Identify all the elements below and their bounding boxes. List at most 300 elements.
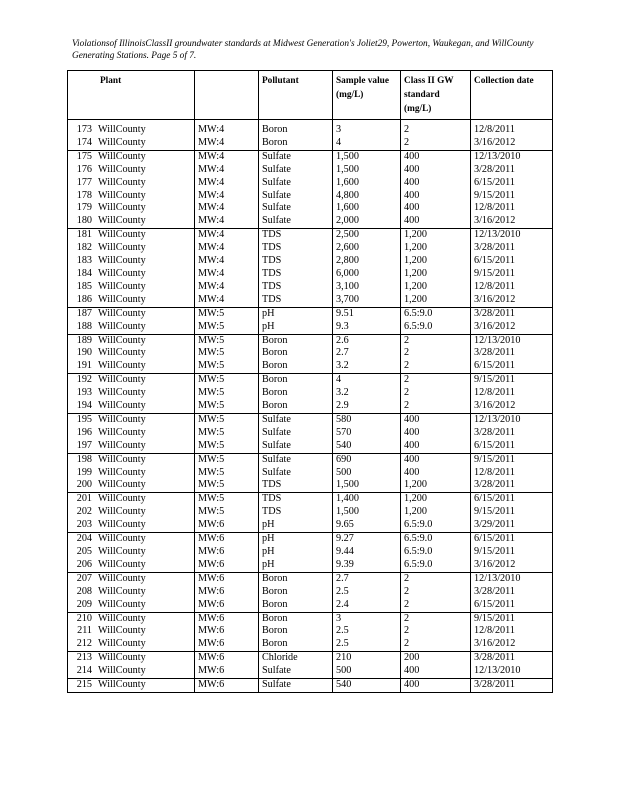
cell-sample-value: 2.4 (333, 599, 401, 612)
row-number: 203 (76, 519, 92, 531)
plant-name: WillCounty (98, 124, 146, 135)
cell-collection-date: 3/28/2011 (471, 242, 553, 255)
cell-plant (68, 120, 195, 137)
cell-collection-date: 9/15/2011 (471, 453, 553, 466)
plant-name: WillCounty (98, 533, 146, 545)
plant-name: WillCounty (98, 665, 146, 677)
plant-name: WillCounty (98, 439, 146, 451)
cell-plant (68, 546, 195, 559)
cell-sample-value: 2.7 (333, 347, 401, 360)
cell-plant (68, 202, 195, 215)
row-number: 215 (76, 679, 92, 691)
cell-well: MW:6 (195, 652, 259, 665)
cell-plant (68, 413, 195, 426)
cell-sample-value: 6,000 (333, 268, 401, 281)
cell-collection-date: 9/15/2011 (471, 506, 553, 519)
cell-plant (68, 281, 195, 294)
cell-well: MW:4 (195, 255, 259, 268)
row-number: 206 (76, 558, 92, 570)
table-row (68, 334, 553, 347)
table-row (68, 294, 553, 307)
cell-well: MW:4 (195, 164, 259, 177)
row-number: 213 (76, 652, 92, 664)
cell-pollutant: Boron (259, 347, 333, 360)
plant-name: WillCounty (98, 215, 146, 227)
cell-sample-value: 3 (333, 120, 401, 137)
cell-collection-date: 6/15/2011 (471, 533, 553, 546)
row-number: 198 (76, 453, 92, 465)
cell-sample-value: 690 (333, 453, 401, 466)
table-row (68, 506, 553, 519)
row-number: 184 (76, 267, 92, 279)
row-number: 176 (76, 163, 92, 175)
cell-sample-value: 4,800 (333, 190, 401, 203)
cell-collection-date: 12/13/2010 (471, 229, 553, 242)
row-number: 177 (76, 176, 92, 188)
cell-collection-date: 9/15/2011 (471, 612, 553, 625)
cell-well: MW:5 (195, 467, 259, 480)
cell-standard: 400 (401, 150, 471, 163)
cell-pollutant: Sulfate (259, 467, 333, 480)
cell-plant (68, 360, 195, 373)
cell-well: MW:5 (195, 427, 259, 440)
table-row (68, 202, 553, 215)
cell-standard: 1,200 (401, 294, 471, 307)
row-number: 180 (76, 215, 92, 227)
header-class-ii-standard: Class II GW standard (mg/L) (401, 71, 471, 120)
plant-name: WillCounty (98, 612, 146, 624)
plant-name: WillCounty (98, 242, 146, 254)
row-number: 193 (76, 387, 92, 399)
row-number: 199 (76, 466, 92, 478)
table-row (68, 120, 553, 137)
cell-plant (68, 625, 195, 638)
table-row (68, 638, 553, 651)
cell-pollutant: TDS (259, 268, 333, 281)
cell-sample-value: 2.5 (333, 625, 401, 638)
cell-collection-date: 12/8/2011 (471, 202, 553, 215)
row-number: 202 (76, 506, 92, 518)
cell-well: MW:6 (195, 625, 259, 638)
cell-collection-date: 6/15/2011 (471, 440, 553, 453)
cell-well: MW:5 (195, 321, 259, 334)
cell-well: MW:6 (195, 572, 259, 585)
cell-collection-date: 3/28/2011 (471, 479, 553, 492)
cell-standard: 1,200 (401, 229, 471, 242)
cell-sample-value: 570 (333, 427, 401, 440)
cell-pollutant: Boron (259, 638, 333, 651)
cell-well: MW:4 (195, 202, 259, 215)
row-number: 195 (76, 413, 92, 425)
cell-collection-date: 3/16/2012 (471, 137, 553, 150)
plant-name: WillCounty (98, 413, 146, 425)
cell-standard: 2 (401, 638, 471, 651)
cell-collection-date: 3/28/2011 (471, 427, 553, 440)
table-row (68, 493, 553, 506)
cell-plant (68, 506, 195, 519)
cell-well: MW:5 (195, 307, 259, 320)
cell-well: MW:6 (195, 546, 259, 559)
cell-standard: 400 (401, 202, 471, 215)
cell-well: MW:6 (195, 519, 259, 532)
row-number: 212 (76, 638, 92, 650)
cell-pollutant: TDS (259, 493, 333, 506)
header-row (68, 71, 553, 120)
cell-collection-date: 3/28/2011 (471, 164, 553, 177)
table-row (68, 360, 553, 373)
cell-plant (68, 150, 195, 163)
cell-well: MW:4 (195, 190, 259, 203)
cell-well: MW:5 (195, 360, 259, 373)
table-row (68, 321, 553, 334)
plant-name: WillCounty (98, 453, 146, 465)
cell-sample-value: 2,000 (333, 215, 401, 228)
plant-name: WillCounty (98, 493, 146, 505)
cell-pollutant: pH (259, 307, 333, 320)
row-number: 185 (76, 280, 92, 292)
cell-collection-date: 3/28/2011 (471, 652, 553, 665)
cell-plant (68, 242, 195, 255)
cell-well: MW:5 (195, 506, 259, 519)
table-row (68, 679, 553, 693)
cell-collection-date: 12/8/2011 (471, 625, 553, 638)
cell-pollutant: TDS (259, 255, 333, 268)
cell-well: MW:4 (195, 294, 259, 307)
cell-plant (68, 229, 195, 242)
cell-plant (68, 599, 195, 612)
cell-pollutant: Sulfate (259, 164, 333, 177)
cell-sample-value: 2.9 (333, 400, 401, 413)
table-row (68, 440, 553, 453)
table-row (68, 453, 553, 466)
cell-sample-value: 540 (333, 679, 401, 693)
table-row (68, 177, 553, 190)
cell-standard: 1,200 (401, 281, 471, 294)
cell-pollutant: pH (259, 559, 333, 572)
cell-sample-value: 2,500 (333, 229, 401, 242)
cell-well: MW:5 (195, 400, 259, 413)
cell-standard: 1,200 (401, 255, 471, 268)
cell-sample-value: 3.2 (333, 387, 401, 400)
plant-name: WillCounty (98, 374, 146, 386)
cell-collection-date: 12/8/2011 (471, 120, 553, 137)
plant-name: WillCounty (98, 572, 146, 584)
cell-plant (68, 400, 195, 413)
row-number: 192 (76, 374, 92, 386)
cell-pollutant: Sulfate (259, 665, 333, 678)
cell-pollutant: Boron (259, 572, 333, 585)
cell-standard: 2 (401, 612, 471, 625)
cell-plant (68, 586, 195, 599)
table-row (68, 347, 553, 360)
plant-name: WillCounty (98, 267, 146, 279)
cell-sample-value: 3,700 (333, 294, 401, 307)
cell-plant (68, 440, 195, 453)
cell-sample-value: 1,500 (333, 164, 401, 177)
cell-collection-date: 6/15/2011 (471, 255, 553, 268)
cell-plant (68, 321, 195, 334)
plant-name: WillCounty (98, 202, 146, 214)
plant-name: WillCounty (98, 652, 146, 664)
cell-standard: 6.5:9.0 (401, 533, 471, 546)
plant-name: WillCounty (98, 163, 146, 175)
cell-plant (68, 493, 195, 506)
row-number: 189 (76, 334, 92, 346)
row-number: 214 (76, 665, 92, 677)
cell-standard: 2 (401, 137, 471, 150)
cell-well: MW:5 (195, 374, 259, 387)
cell-plant (68, 215, 195, 228)
cell-collection-date: 3/16/2012 (471, 400, 553, 413)
cell-pollutant: Sulfate (259, 215, 333, 228)
row-number: 200 (76, 479, 92, 491)
table-row (68, 665, 553, 678)
plant-name: WillCounty (98, 307, 146, 319)
cell-collection-date: 3/29/2011 (471, 519, 553, 532)
cell-well: MW:5 (195, 347, 259, 360)
cell-collection-date: 6/15/2011 (471, 177, 553, 190)
cell-pollutant: Boron (259, 374, 333, 387)
cell-pollutant: Chloride (259, 652, 333, 665)
cell-standard: 1,200 (401, 242, 471, 255)
plant-name: WillCounty (98, 558, 146, 570)
table-row (68, 255, 553, 268)
cell-standard: 400 (401, 190, 471, 203)
cell-pollutant: Sulfate (259, 453, 333, 466)
table-row (68, 427, 553, 440)
cell-sample-value: 9.39 (333, 559, 401, 572)
plant-name: WillCounty (98, 360, 146, 372)
row-number: 201 (76, 493, 92, 505)
cell-well: MW:6 (195, 559, 259, 572)
plant-name: WillCounty (98, 585, 146, 597)
row-number: 182 (76, 242, 92, 254)
cell-pollutant: TDS (259, 242, 333, 255)
table-row (68, 374, 553, 387)
plant-name: WillCounty (98, 334, 146, 346)
cell-standard: 1,200 (401, 493, 471, 506)
cell-well: MW:4 (195, 120, 259, 137)
cell-standard: 2 (401, 374, 471, 387)
cell-sample-value: 1,500 (333, 506, 401, 519)
cell-plant (68, 307, 195, 320)
row-number: 191 (76, 360, 92, 372)
cell-collection-date: 3/28/2011 (471, 586, 553, 599)
cell-pollutant: Boron (259, 625, 333, 638)
cell-plant (68, 387, 195, 400)
cell-well: MW:5 (195, 440, 259, 453)
header-plant: Plant (68, 71, 195, 120)
cell-collection-date: 3/28/2011 (471, 679, 553, 693)
cell-collection-date: 12/8/2011 (471, 281, 553, 294)
row-number: 181 (76, 229, 92, 241)
cell-collection-date: 3/28/2011 (471, 347, 553, 360)
cell-pollutant: Boron (259, 360, 333, 373)
cell-collection-date: 6/15/2011 (471, 599, 553, 612)
plant-name: WillCounty (98, 679, 146, 691)
table-row (68, 625, 553, 638)
cell-pollutant: Sulfate (259, 202, 333, 215)
cell-pollutant: TDS (259, 294, 333, 307)
cell-well: MW:4 (195, 150, 259, 163)
cell-plant (68, 374, 195, 387)
cell-sample-value: 500 (333, 665, 401, 678)
plant-name: WillCounty (98, 638, 146, 650)
plant-name: WillCounty (98, 150, 146, 162)
plant-name: WillCounty (98, 426, 146, 438)
cell-standard: 2 (401, 572, 471, 585)
row-number: 207 (76, 572, 92, 584)
cell-standard: 2 (401, 334, 471, 347)
cell-standard: 1,200 (401, 268, 471, 281)
cell-plant (68, 137, 195, 150)
table-row (68, 652, 553, 665)
table-row (68, 164, 553, 177)
cell-pollutant: pH (259, 546, 333, 559)
row-number: 208 (76, 585, 92, 597)
cell-plant (68, 347, 195, 360)
cell-standard: 400 (401, 665, 471, 678)
table-row (68, 229, 553, 242)
plant-name: WillCounty (98, 625, 146, 637)
cell-collection-date: 3/28/2011 (471, 307, 553, 320)
cell-standard: 400 (401, 427, 471, 440)
row-number: 173 (76, 124, 92, 135)
plant-name: WillCounty (98, 400, 146, 412)
header-pollutant: Pollutant (259, 71, 333, 120)
cell-standard: 6.5:9.0 (401, 321, 471, 334)
row-number: 175 (76, 150, 92, 162)
cell-sample-value: 4 (333, 137, 401, 150)
table-row (68, 242, 553, 255)
cell-sample-value: 9.27 (333, 533, 401, 546)
cell-pollutant: pH (259, 533, 333, 546)
cell-well: MW:6 (195, 533, 259, 546)
cell-well: MW:4 (195, 281, 259, 294)
cell-plant (68, 679, 195, 693)
header-sample-value: Sample value (mg/L) (333, 71, 401, 120)
cell-collection-date: 12/13/2010 (471, 572, 553, 585)
cell-collection-date: 3/16/2012 (471, 321, 553, 334)
cell-well: MW:6 (195, 586, 259, 599)
cell-standard: 2 (401, 599, 471, 612)
plant-name: WillCounty (98, 387, 146, 399)
table-row (68, 572, 553, 585)
plant-name: WillCounty (98, 479, 146, 491)
cell-collection-date: 9/15/2011 (471, 374, 553, 387)
cell-pollutant: Boron (259, 137, 333, 150)
cell-plant (68, 612, 195, 625)
cell-standard: 1,200 (401, 506, 471, 519)
cell-standard: 6.5:9.0 (401, 519, 471, 532)
table-row (68, 137, 553, 150)
cell-plant (68, 479, 195, 492)
cell-pollutant: Boron (259, 120, 333, 137)
plant-name: WillCounty (98, 255, 146, 267)
cell-pollutant: TDS (259, 281, 333, 294)
table-row (68, 150, 553, 163)
table-row (68, 413, 553, 426)
cell-sample-value: 9.3 (333, 321, 401, 334)
cell-collection-date: 12/13/2010 (471, 413, 553, 426)
plant-name: WillCounty (98, 598, 146, 610)
row-number: 190 (76, 347, 92, 359)
cell-sample-value: 4 (333, 374, 401, 387)
cell-pollutant: TDS (259, 506, 333, 519)
cell-sample-value: 9.44 (333, 546, 401, 559)
cell-well: MW:6 (195, 679, 259, 693)
cell-well: MW:5 (195, 387, 259, 400)
cell-sample-value: 3,100 (333, 281, 401, 294)
row-number: 186 (76, 293, 92, 305)
cell-plant (68, 268, 195, 281)
cell-standard: 400 (401, 440, 471, 453)
table-row (68, 268, 553, 281)
cell-plant (68, 652, 195, 665)
cell-plant (68, 533, 195, 546)
table-row (68, 215, 553, 228)
row-number: 194 (76, 400, 92, 412)
plant-name: WillCounty (98, 320, 146, 332)
cell-well: MW:4 (195, 215, 259, 228)
plant-name: WillCounty (98, 189, 146, 201)
table-row (68, 479, 553, 492)
page-caption: Violationsof IllinoisClassII groundwater standards at Midwest Generation's Joliet29, Powerton, Waukegan, and WillCounty Generating Stations. Page 5 of 7. (72, 39, 534, 61)
cell-well: MW:5 (195, 334, 259, 347)
cell-sample-value: 1,500 (333, 150, 401, 163)
cell-sample-value: 540 (333, 440, 401, 453)
table-row (68, 546, 553, 559)
plant-name: WillCounty (98, 136, 146, 148)
cell-plant (68, 519, 195, 532)
plant-name: WillCounty (98, 519, 146, 531)
cell-pollutant: Boron (259, 599, 333, 612)
table-row (68, 599, 553, 612)
cell-collection-date: 9/15/2011 (471, 190, 553, 203)
cell-standard: 200 (401, 652, 471, 665)
cell-collection-date: 9/15/2011 (471, 268, 553, 281)
cell-sample-value: 500 (333, 467, 401, 480)
plant-name: WillCounty (98, 176, 146, 188)
cell-plant (68, 572, 195, 585)
cell-standard: 6.5:9.0 (401, 307, 471, 320)
row-number: 174 (76, 136, 92, 148)
cell-standard: 2 (401, 625, 471, 638)
cell-plant (68, 665, 195, 678)
cell-sample-value: 1,500 (333, 479, 401, 492)
cell-standard: 400 (401, 453, 471, 466)
cell-well: MW:4 (195, 268, 259, 281)
cell-collection-date: 6/15/2011 (471, 360, 553, 373)
cell-pollutant: Boron (259, 586, 333, 599)
cell-sample-value: 3.2 (333, 360, 401, 373)
cell-well: MW:5 (195, 479, 259, 492)
cell-collection-date: 12/8/2011 (471, 387, 553, 400)
cell-pollutant: Sulfate (259, 427, 333, 440)
table-row (68, 533, 553, 546)
cell-plant (68, 294, 195, 307)
cell-collection-date: 12/13/2010 (471, 665, 553, 678)
cell-pollutant: Boron (259, 387, 333, 400)
cell-plant (68, 638, 195, 651)
cell-well: MW:4 (195, 137, 259, 150)
plant-name: WillCounty (98, 506, 146, 518)
cell-standard: 6.5:9.0 (401, 546, 471, 559)
row-number: 178 (76, 189, 92, 201)
row-number: 209 (76, 598, 92, 610)
cell-sample-value: 1,600 (333, 177, 401, 190)
table-row (68, 387, 553, 400)
